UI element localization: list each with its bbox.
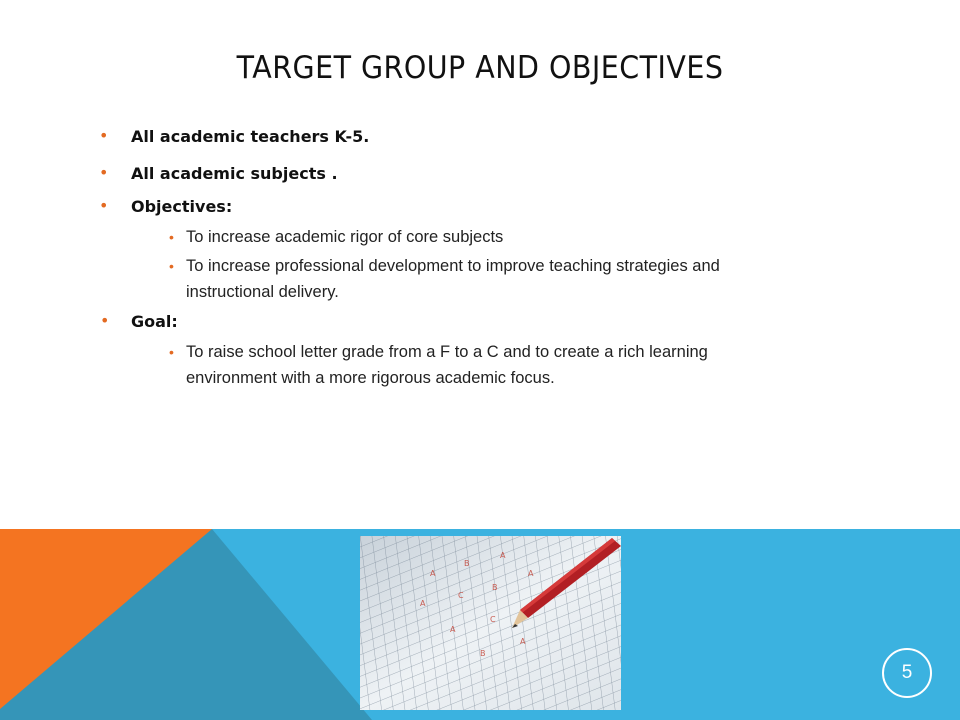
bullet-text: Objectives: [131,197,233,216]
slide-title: TARGET GROUP AND OBJECTIVES [236,50,724,86]
svg-text:B: B [480,649,486,658]
sub-bullet-text: environment with a more rigorous academic focus. [186,369,555,387]
bullet-text: All academic teachers K-5. [131,127,370,146]
svg-text:A: A [450,625,456,634]
page-number-badge: 5 [882,648,932,698]
bullet-icon: • [169,229,174,245]
bullet-text: All academic subjects . [131,164,338,183]
svg-text:A: A [420,599,426,608]
bullet-item [100,311,178,331]
sub-bullet-item [169,224,504,250]
bullet-icon: • [169,258,174,274]
bullet-item [99,196,233,216]
bullet-icon: • [169,344,174,360]
svg-text:C: C [458,591,464,600]
sub-bullet-text: To increase academic rigor of core subjects [186,228,504,246]
svg-text:A: A [528,569,534,578]
pencil-grade-sheet-photo [360,536,621,710]
bullet-icon: • [100,311,110,330]
bullet-item [99,163,338,183]
bullet-item [99,126,370,146]
photo-drawing [360,536,621,710]
sub-bullet-text: To increase professional development to improve teaching strategies and [186,257,720,275]
bullet-icon: • [99,126,109,145]
svg-text:A: A [500,551,506,560]
svg-text:B: B [492,583,498,592]
svg-text:A: A [430,569,436,578]
sub-bullet-item [169,253,720,305]
svg-text:B: B [464,559,470,568]
svg-text:C: C [490,615,496,624]
sub-bullet-text: instructional delivery. [186,283,339,301]
sub-bullet-text: To raise school letter grade from a F to a C and to create a rich learning [186,343,708,361]
bullet-icon: • [99,196,109,215]
bullet-icon: • [99,163,109,182]
svg-text:A: A [520,637,526,646]
bullet-text: Goal: [131,312,178,331]
sub-bullet-item [169,339,708,391]
